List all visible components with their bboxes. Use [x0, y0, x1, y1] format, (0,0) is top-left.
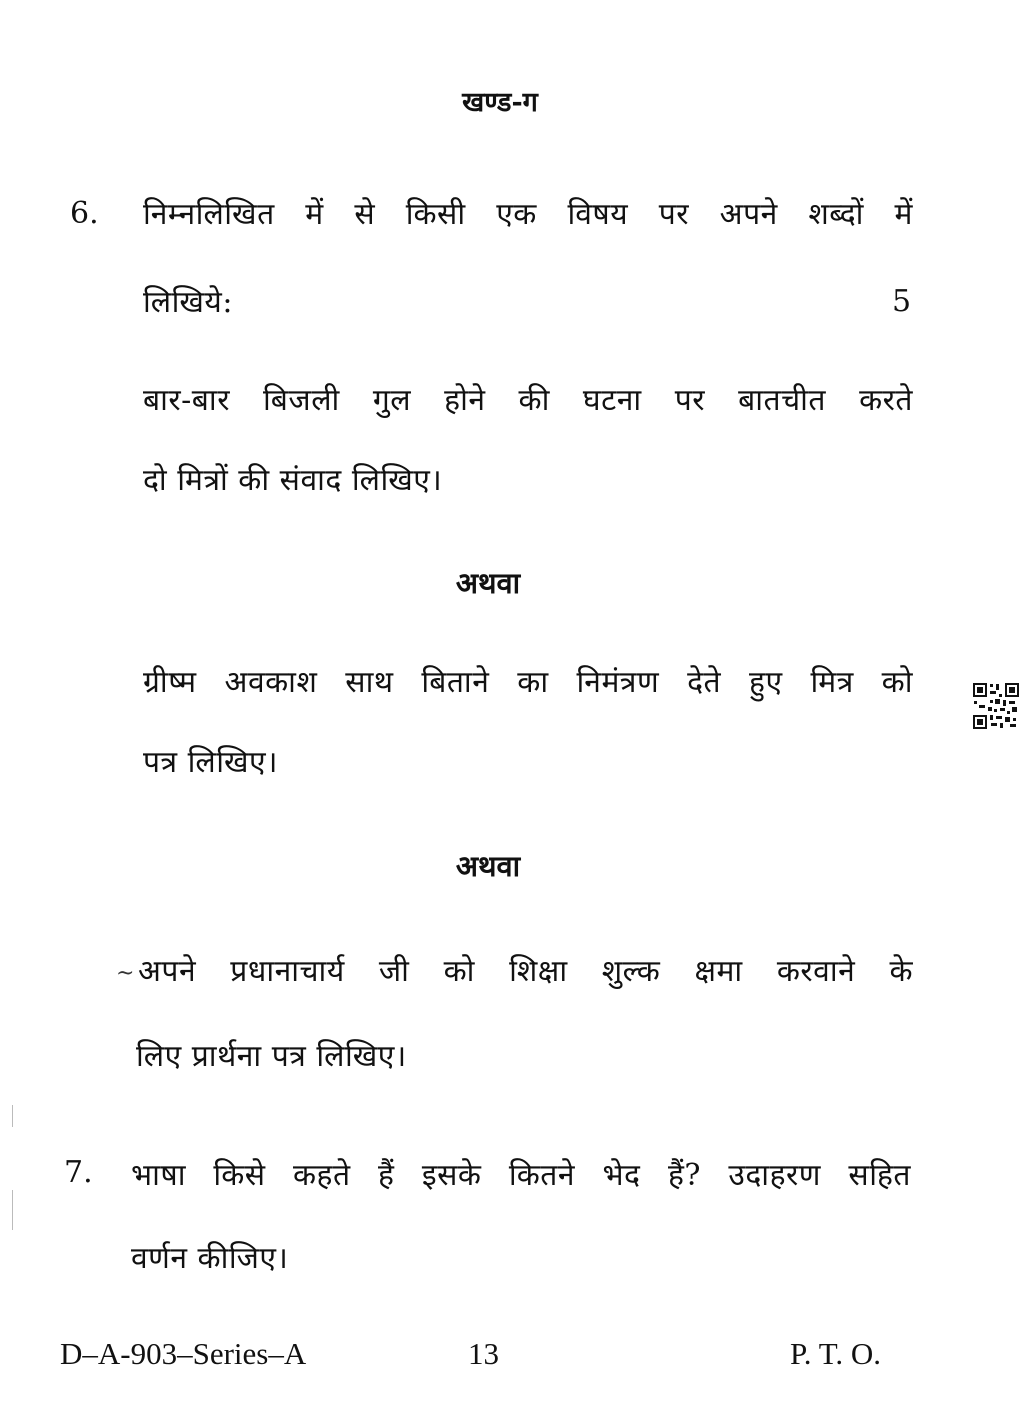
footer-page-number: 13: [468, 1336, 499, 1371]
question-7-line-2: वर्णन कीजिए।: [131, 1241, 289, 1276]
footer-pto: P. T. O.: [790, 1336, 882, 1371]
footer-code: D–A-903–Series–A: [60, 1336, 307, 1371]
qr-code-icon: [972, 682, 1020, 730]
question-6-option-3-line-1: अपने प्रधानाचार्य जी को शिक्षा शुल्क क्षमा करवाने के: [138, 954, 913, 989]
scan-mark: [12, 1190, 13, 1230]
question-6-option-2-line-2: पत्र लिखिए।: [143, 745, 279, 780]
question-6-option-2-line-1: ग्रीष्म अवकाश साथ बिताने का निमंत्रण देते हुए मित्र को: [143, 665, 913, 700]
or-heading-1: अथवा: [455, 566, 521, 600]
question-6-prompt-line-2: लिखिये:: [143, 285, 233, 320]
question-6-marks: 5: [892, 284, 912, 319]
question-7-number: 7.: [64, 1155, 93, 1190]
question-6-option-1-line-2: दो मित्रों की संवाद लिखिए।: [143, 463, 443, 498]
question-6-prompt-line-1: निम्नलिखित में से किसी एक विषय पर अपने शब्दों में: [143, 197, 913, 232]
question-7-line-1: भाषा किसे कहते हैं इसके कितने भेद हैं? उदाहरण सहित: [131, 1158, 911, 1193]
scan-mark: [12, 1105, 13, 1127]
question-6-number: 6.: [70, 196, 99, 231]
stray-dash-mark: ~: [116, 961, 135, 986]
section-heading: खण्ड-ग: [462, 87, 538, 118]
question-6-option-1-line-1: बार-बार बिजली गुल होने की घटना पर बातचीत करते: [143, 383, 913, 418]
question-6-option-3-line-2: लिए प्रार्थना पत्र लिखिए।: [136, 1039, 407, 1074]
or-heading-2: अथवा: [455, 849, 521, 883]
